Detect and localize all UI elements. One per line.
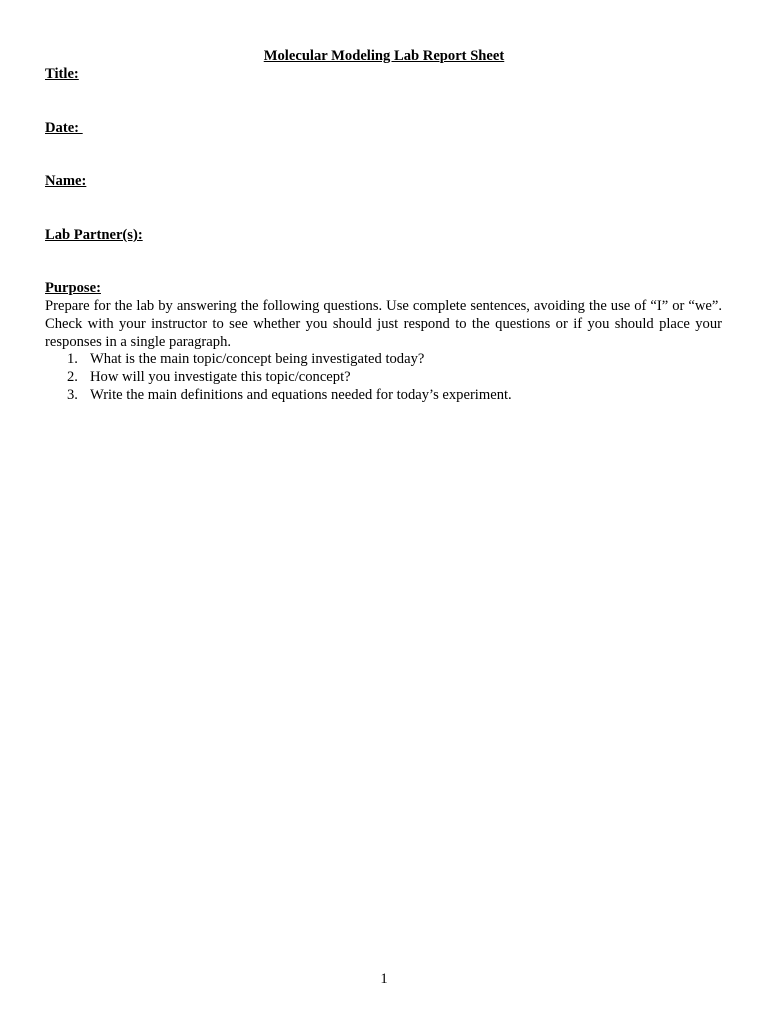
list-item-text: What is the main topic/concept being investigated today? [90, 351, 425, 367]
list-item-number: 1. [67, 351, 78, 367]
list-item [45, 386, 722, 404]
name-field-label: Name: [45, 173, 87, 189]
page-title: Molecular Modeling Lab Report Sheet [263, 48, 505, 64]
list-item [45, 350, 722, 368]
title-field-label: Title: [45, 66, 79, 82]
purpose-instructions: Prepare for the lab by answering the following questions. Use complete sentences, avoiding the use of “I” or “we”. Check with your instructor to see whether you should just respond to the questions or if you should place your responses in a single paragraph. [45, 298, 722, 350]
list-item-text: Write the main definitions and equations needed for today’s experiment. [90, 387, 512, 403]
list-item-number: 3. [67, 387, 78, 403]
list-item-text: How will you investigate this topic/concept? [90, 369, 351, 385]
page-number: 1 [380, 971, 388, 987]
list-item-number: 2. [67, 369, 78, 385]
lab-partners-field-label: Lab Partner(s): [45, 227, 143, 243]
question-list [45, 350, 722, 404]
purpose-heading: Purpose: [45, 280, 101, 296]
date-field-label: Date: [45, 120, 83, 136]
list-item [45, 368, 722, 386]
